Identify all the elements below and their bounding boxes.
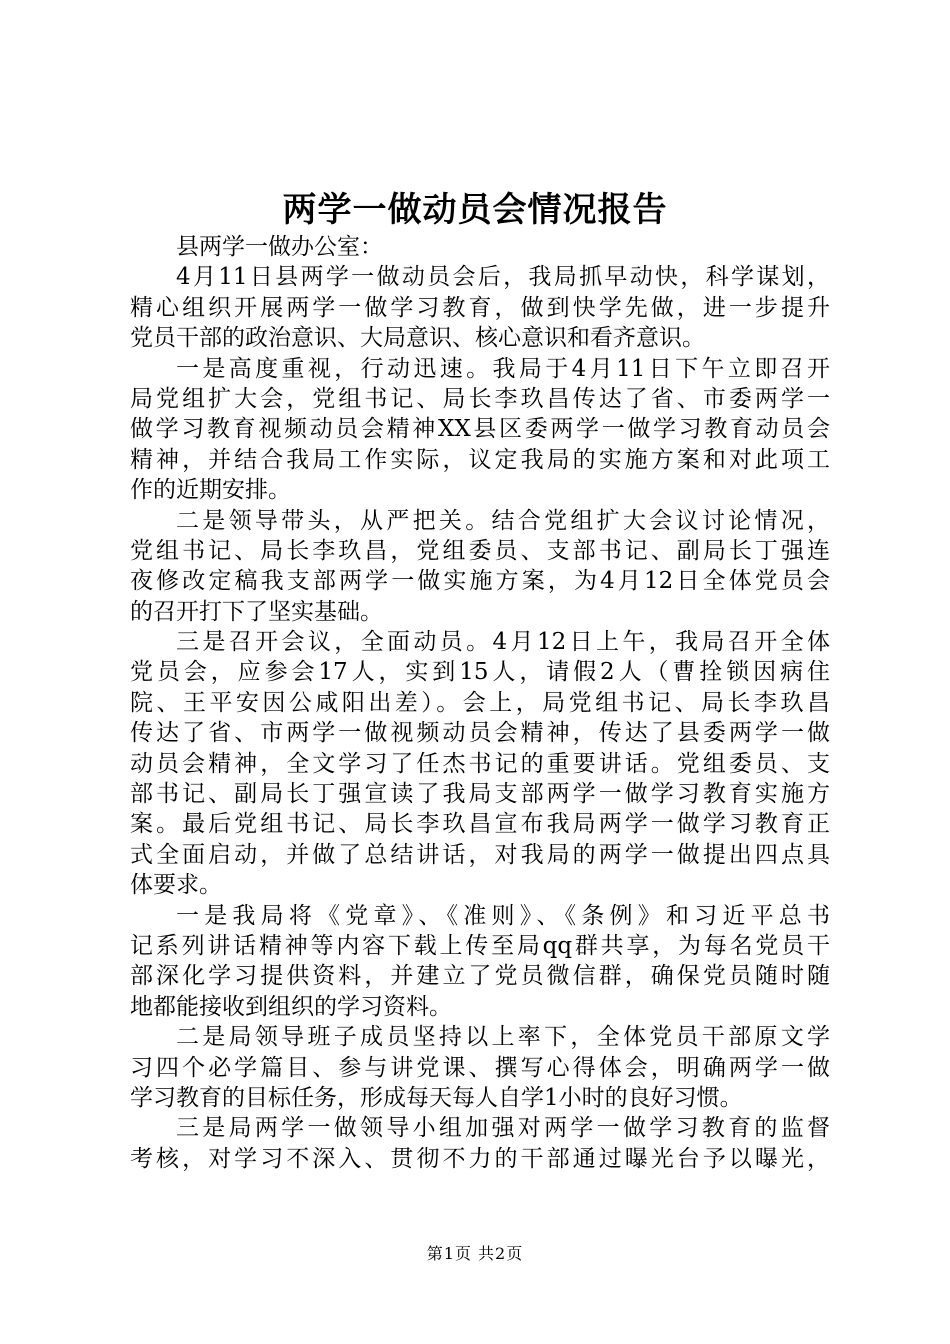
paragraph-line: 院、王平安因公咸阳出差）。会上，局党组书记、局长李玖昌	[130, 689, 830, 716]
paragraph-line: 一是高度重视，行动迅速。我局于4月11日下午立即召开	[176, 355, 830, 382]
paragraph-line: 的召开打下了坚实基础。	[130, 598, 383, 625]
paragraph-line: 夜修改定稿我支部两学一做实施方案，为4月12日全体党员会	[130, 568, 830, 595]
paragraph-line: 式全面启动，并做了总结讲话，对我局的两学一做提出四点具	[130, 841, 830, 868]
page-footer: 第1页 共2页	[426, 1244, 524, 1263]
document-body	[130, 232, 830, 1174]
paragraph-line: 一是我局将《党章》、《准则》、《条例》和习近平总书	[176, 902, 830, 929]
paragraph-line: 动员会精神，全文学习了任杰书记的重要讲话。党组委员、支	[130, 750, 830, 777]
paragraph-line: 作的近期安排。	[130, 477, 291, 504]
paragraph-line: 地都能接收到组织的学习资料。	[130, 993, 452, 1020]
paragraph-line: 二是局领导班子成员坚持以上率下，全体党员干部原文学	[176, 1024, 830, 1051]
paragraph-line: 三是召开会议，全面动员。4月12日上午，我局召开全体	[176, 629, 830, 656]
paragraph-line: 记系列讲话精神等内容下载上传至局qq群共享，为每名党员干	[130, 932, 830, 959]
paragraph-line: 做学习教育视频动员会精神XX县区委两学一做学习教育动员会	[130, 416, 830, 443]
salutation-line: 县两学一做办公室：	[176, 234, 383, 260]
paragraph-line: 党员会，应参会17人，实到15人，请假2人（曹拴锁因病住	[130, 659, 830, 686]
paragraph-line: 传达了省、市两学一做视频动员会精神，传达了县委两学一做	[130, 720, 830, 747]
paragraph-line: 党员干部的政治意识、大局意识、核心意识和看齐意识。	[130, 325, 705, 352]
paragraph-line: 案。最后党组书记、局长李玖昌宣布我局两学一做学习教育正	[130, 811, 830, 838]
paragraph-line: 局党组扩大会，党组书记、局长李玖昌传达了省、市委两学一	[130, 385, 830, 412]
paragraph-line: 考核，对学习不深入、贯彻不力的干部通过曝光台予以曝光，	[130, 1145, 830, 1172]
paragraph-line: 部深化学习提供资料，并建立了党员微信群，确保党员随时随	[130, 963, 830, 990]
paragraph-line: 4月11日县两学一做动员会后，我局抓早动快，科学谋划，	[176, 264, 830, 291]
paragraph-line: 部书记、副局长丁强宣读了我局支部两学一做学习教育实施方	[130, 781, 830, 808]
paragraph-line: 习四个必学篇目、参与讲党课、撰写心得体会，明确两学一做	[130, 1054, 830, 1081]
paragraph-line: 学习教育的目标任务，形成每天每人自学1小时的良好习惯。	[130, 1084, 743, 1111]
paragraph-line: 三是局两学一做领导小组加强对两学一做学习教育的监督	[176, 1115, 830, 1142]
paragraph-line: 体要求。	[130, 872, 222, 899]
paragraph-line: 精神，并结合我局工作实际，议定我局的实施方案和对此项工	[130, 446, 830, 473]
document-title: 两学一做动员会情况报告	[282, 190, 668, 230]
paragraph-line: 精心组织开展两学一做学习教育，做到快学先做，进一步提升	[130, 294, 830, 321]
paragraph-line: 党组书记、局长李玖昌，党组委员、支部书记、副局长丁强连	[130, 537, 830, 564]
paragraph-line: 二是领导带头，从严把关。结合党组扩大会议讨论情况，	[176, 507, 830, 534]
